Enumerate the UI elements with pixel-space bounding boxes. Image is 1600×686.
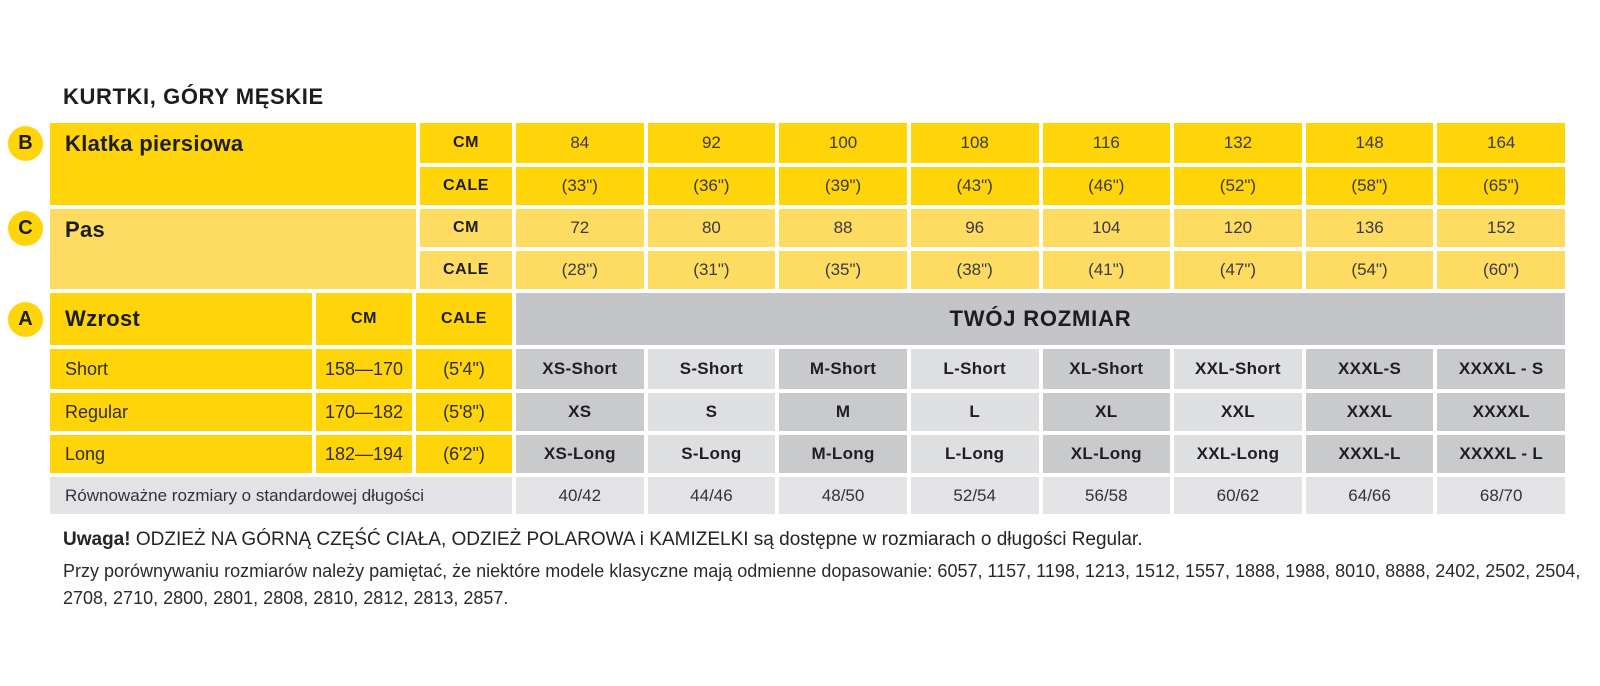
- height-label: Wzrost: [50, 293, 312, 345]
- size-cell: XS: [516, 393, 644, 431]
- chest-cm-value: 132: [1174, 123, 1302, 163]
- badge-c: C: [8, 211, 43, 246]
- waist-cm-unit-label: CM: [420, 209, 512, 247]
- chest-cm-value: 108: [911, 123, 1039, 163]
- fit-cale-short: (5'4"): [416, 349, 512, 389]
- size-cell: S-Long: [648, 435, 776, 473]
- fit-label-regular: Regular: [50, 393, 312, 431]
- height-row-short: [50, 349, 1565, 389]
- waist-cale-value: (31"): [648, 251, 776, 289]
- equivalent-value: 56/58: [1043, 477, 1171, 514]
- equivalent-value: 64/66: [1306, 477, 1434, 514]
- size-cell: M: [779, 393, 907, 431]
- chest-cale-value: (43"): [911, 167, 1039, 205]
- footer-note-1-bold: Uwaga!: [63, 529, 131, 550]
- height-cm-unit-label: CM: [316, 293, 412, 345]
- equivalent-value: 40/42: [516, 477, 644, 514]
- fit-cm-long: 182—194: [316, 435, 412, 473]
- size-cell: XL-Short: [1043, 349, 1171, 389]
- size-chart-table: [50, 123, 1565, 514]
- footer-notes: [63, 529, 1583, 612]
- chest-cale-value: (52"): [1174, 167, 1302, 205]
- size-cell: XXXL-S: [1306, 349, 1434, 389]
- waist-cale-value: (60"): [1437, 251, 1565, 289]
- size-cell: XL-Long: [1043, 435, 1171, 473]
- size-cell: M-Short: [779, 349, 907, 389]
- chest-cm-value: 116: [1043, 123, 1171, 163]
- size-cell: L: [911, 393, 1039, 431]
- fit-cm-short: 158—170: [316, 349, 412, 389]
- size-cell: XL: [1043, 393, 1171, 431]
- size-cell: XS-Long: [516, 435, 644, 473]
- fit-label-long: Long: [50, 435, 312, 473]
- size-cell: XXL-Short: [1174, 349, 1302, 389]
- waist-cm-value: 152: [1437, 209, 1565, 247]
- size-cell: S-Short: [648, 349, 776, 389]
- fit-cale-regular: (5'8"): [416, 393, 512, 431]
- size-cell: XXXL-L: [1306, 435, 1434, 473]
- chest-label: Klatka piersiowa: [50, 123, 416, 205]
- chest-cale-unit-label: CALE: [420, 167, 512, 205]
- chest-cm-unit-label: CM: [420, 123, 512, 163]
- section-height-header: [50, 293, 1565, 345]
- waist-cm-value: 72: [516, 209, 644, 247]
- size-cell: S: [648, 393, 776, 431]
- fit-label-short: Short: [50, 349, 312, 389]
- chest-cale-value: (39"): [779, 167, 907, 205]
- equivalent-value: 48/50: [779, 477, 907, 514]
- waist-cale-value: (41"): [1043, 251, 1171, 289]
- height-row-regular: [50, 393, 1565, 431]
- waist-cm-value: 136: [1306, 209, 1434, 247]
- badge-a: A: [8, 302, 43, 337]
- size-cell: L-Short: [911, 349, 1039, 389]
- waist-cm-value: 88: [779, 209, 907, 247]
- footer-note-1-rest: ODZIEŻ NA GÓRNĄ CZĘŚĆ CIAŁA, ODZIEŻ POLAROWA i KAMIZELKI są dostępne w rozmiarach o długości Regular.: [130, 529, 1143, 550]
- chest-cale-value: (36"): [648, 167, 776, 205]
- size-cell: XXL: [1174, 393, 1302, 431]
- chest-cale-value: (58"): [1306, 167, 1434, 205]
- height-row-long: [50, 435, 1565, 473]
- waist-cm-value: 96: [911, 209, 1039, 247]
- equivalent-value: 44/46: [648, 477, 776, 514]
- size-cell: XXXL: [1306, 393, 1434, 431]
- equivalent-row: [50, 477, 1565, 514]
- equivalent-value: 60/62: [1174, 477, 1302, 514]
- equivalent-value: 68/70: [1437, 477, 1565, 514]
- equivalent-label: Równoważne rozmiary o standardowej długości: [50, 477, 512, 514]
- equivalent-value: 52/54: [911, 477, 1039, 514]
- waist-cm-value: 80: [648, 209, 776, 247]
- chest-cale-value: (46"): [1043, 167, 1171, 205]
- page-title: KURTKI, GÓRY MĘSKIE: [63, 84, 324, 109]
- size-cell: XXL-Long: [1174, 435, 1302, 473]
- waist-cale-value: (47"): [1174, 251, 1302, 289]
- chest-cm-value: 148: [1306, 123, 1434, 163]
- size-cell: M-Long: [779, 435, 907, 473]
- fit-cale-long: (6'2"): [416, 435, 512, 473]
- size-cell: XXXXL: [1437, 393, 1565, 431]
- waist-cale-value: (28"): [516, 251, 644, 289]
- chest-cm-value: 92: [648, 123, 776, 163]
- badge-b: B: [8, 126, 43, 161]
- size-cell: L-Long: [911, 435, 1039, 473]
- chest-cm-value: 100: [779, 123, 907, 163]
- your-size-header: TWÓJ ROZMIAR: [516, 293, 1565, 345]
- size-cell: XXXXL - L: [1437, 435, 1565, 473]
- waist-cale-value: (38"): [911, 251, 1039, 289]
- size-cell: XXXXL - S: [1437, 349, 1565, 389]
- footer-note-2: Przy porównywaniu rozmiarów należy pamiętać, że niektóre modele klasyczne mają odmienne dopasowanie: 6057, 1157, 1198, 1213, 1512, 1557, 1888, 1988, 8010, 8888, 2402, 2502, 2504, 2708, 2710, 2800, 2801, 2808, 2810, 2812, 2813, 2857.: [63, 561, 1581, 608]
- section-waist: [50, 209, 1565, 289]
- chest-cm-value: 84: [516, 123, 644, 163]
- chest-cm-value: 164: [1437, 123, 1565, 163]
- waist-cale-value: (35"): [779, 251, 907, 289]
- size-cell: XS-Short: [516, 349, 644, 389]
- waist-cm-value: 120: [1174, 209, 1302, 247]
- chest-cale-value: (33"): [516, 167, 644, 205]
- waist-cale-unit-label: CALE: [420, 251, 512, 289]
- waist-cm-value: 104: [1043, 209, 1171, 247]
- fit-cm-regular: 170—182: [316, 393, 412, 431]
- section-chest: [50, 123, 1565, 205]
- chest-cale-value: (65"): [1437, 167, 1565, 205]
- waist-cale-value: (54"): [1306, 251, 1434, 289]
- footer-note-1: [63, 529, 1583, 551]
- height-cale-unit-label: CALE: [416, 293, 512, 345]
- waist-label: Pas: [50, 209, 416, 289]
